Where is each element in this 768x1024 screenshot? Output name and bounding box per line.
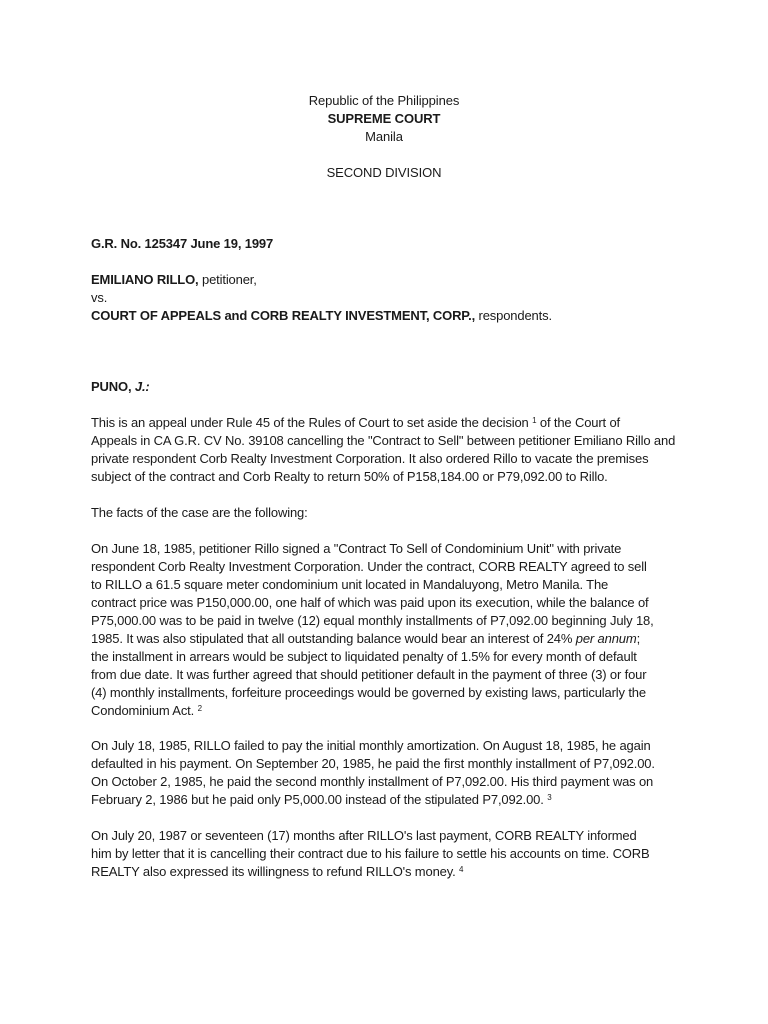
paragraph-3-line-10 xyxy=(91,702,711,720)
paragraph-2: The facts of the case are the following: xyxy=(91,505,308,520)
paragraph-4-line-1: On July 18, 1985, RILLO failed to pay the initial monthly amortization. On August 18, 1985, he again xyxy=(91,738,651,753)
paragraph-4 xyxy=(91,737,711,809)
header-republic: Republic of the Philippines xyxy=(308,93,460,108)
paragraph-5 xyxy=(91,827,711,881)
versus: vs. xyxy=(91,290,108,305)
paragraph-4-line-4 xyxy=(91,791,711,809)
text-segment: 1985. It was also stipulated that all outstanding balance would bear an interest of 24% xyxy=(91,631,576,646)
footnote-ref-1[interactable]: 1 xyxy=(532,416,537,425)
author-name: PUNO, xyxy=(91,379,135,394)
paragraph-5-line-2: him by letter that it is cancelling their contract due to his failure to settle his accounts on time. CORB xyxy=(91,846,650,861)
paragraph-5-line-3 xyxy=(91,863,711,881)
text-segment: February 2, 1986 but he paid only P5,000.00 instead of the stipulated P7,092.00. xyxy=(91,792,548,807)
paragraph-3-line-8: from due date. It was further agreed that should petitioner default in the payment of three (3) or four xyxy=(91,667,647,682)
petitioner-name: EMILIANO RILLO, xyxy=(91,272,199,287)
paragraph-1 xyxy=(91,414,711,486)
paragraph-3 xyxy=(91,540,711,720)
text-segment: Condominium Act. xyxy=(91,703,198,718)
header-division: SECOND DIVISION xyxy=(326,165,442,180)
header-supreme-court: SUPREME COURT xyxy=(327,111,441,126)
paragraph-1-line-3: private respondent Corb Realty Investment Corporation. It also ordered Rillo to vacate the premises xyxy=(91,451,649,466)
paragraph-5-line-1: On July 20, 1987 or seventeen (17) months after RILLO's last payment, CORB REALTY informed xyxy=(91,828,637,843)
respondents-name: COURT OF APPEALS and CORB REALTY INVESTMENT, CORP., xyxy=(91,308,476,323)
paragraph-3-line-7: the installment in arrears would be subject to liquidated penalty of 1.5% for every month of default xyxy=(91,649,637,664)
paragraph-4-line-2: defaulted in his payment. On September 20, 1985, he paid the first monthly installment of P7,092.00. xyxy=(91,756,655,771)
petitioner-role: petitioner, xyxy=(198,272,257,287)
paragraph-1-line-2: Appeals in CA G.R. CV No. 39108 cancelling the "Contract to Sell" between petitioner Emiliano Rillo and xyxy=(91,433,676,448)
italic-term: per annum xyxy=(575,631,637,646)
case-number-date: G.R. No. 125347 June 19, 1997 xyxy=(91,236,274,251)
text-segment: This is an appeal under Rule 45 of the Rules of Court to set aside the decision xyxy=(91,415,533,430)
footnote-ref-3[interactable]: 3 xyxy=(547,793,552,802)
footnote-ref-4[interactable]: 4 xyxy=(459,865,464,874)
paragraph-3-line-4: contract price was P150,000.00, one half of which was paid upon its execution, while the balance of xyxy=(91,595,649,610)
author-line xyxy=(91,378,711,396)
paragraph-3-line-1: On June 18, 1985, petitioner Rillo signed a "Contract To Sell of Condominium Unit" with private xyxy=(91,541,622,556)
paragraph-3-line-2: respondent Corb Realty Investment Corporation. Under the contract, CORB REALTY agreed to sell xyxy=(91,559,647,574)
header-manila: Manila xyxy=(365,129,403,144)
text-segment: of the Court of xyxy=(536,415,621,430)
petitioner-line xyxy=(91,271,711,289)
respondents-role: respondents. xyxy=(475,308,552,323)
paragraph-4-line-3: On October 2, 1985, he paid the second monthly installment of P7,092.00. His third payment was on xyxy=(91,774,654,789)
text-segment: REALTY also expressed its willingness to refund RILLO's money. xyxy=(91,864,460,879)
paragraph-1-line-4: subject of the contract and Corb Realty to return 50% of P158,184.00 or P79,092.00 to Rillo. xyxy=(91,469,608,484)
respondents-line xyxy=(91,307,711,325)
paragraph-3-line-5: P75,000.00 was to be paid in twelve (12) equal monthly installments of P7,092.00 beginning July 18, xyxy=(91,613,654,628)
paragraph-1-line-1 xyxy=(91,414,711,432)
paragraph-3-line-3: to RILLO a 61.5 square meter condominium unit located in Mandaluyong, Metro Manila. The xyxy=(91,577,609,592)
paragraph-3-line-6 xyxy=(91,630,711,648)
text-segment: ; xyxy=(636,631,641,646)
paragraph-3-line-9: (4) monthly installments, forfeiture proceedings would be governed by existing laws, particularly the xyxy=(91,685,646,700)
author-suffix: J.: xyxy=(134,379,150,394)
footnote-ref-2[interactable]: 2 xyxy=(197,704,202,713)
